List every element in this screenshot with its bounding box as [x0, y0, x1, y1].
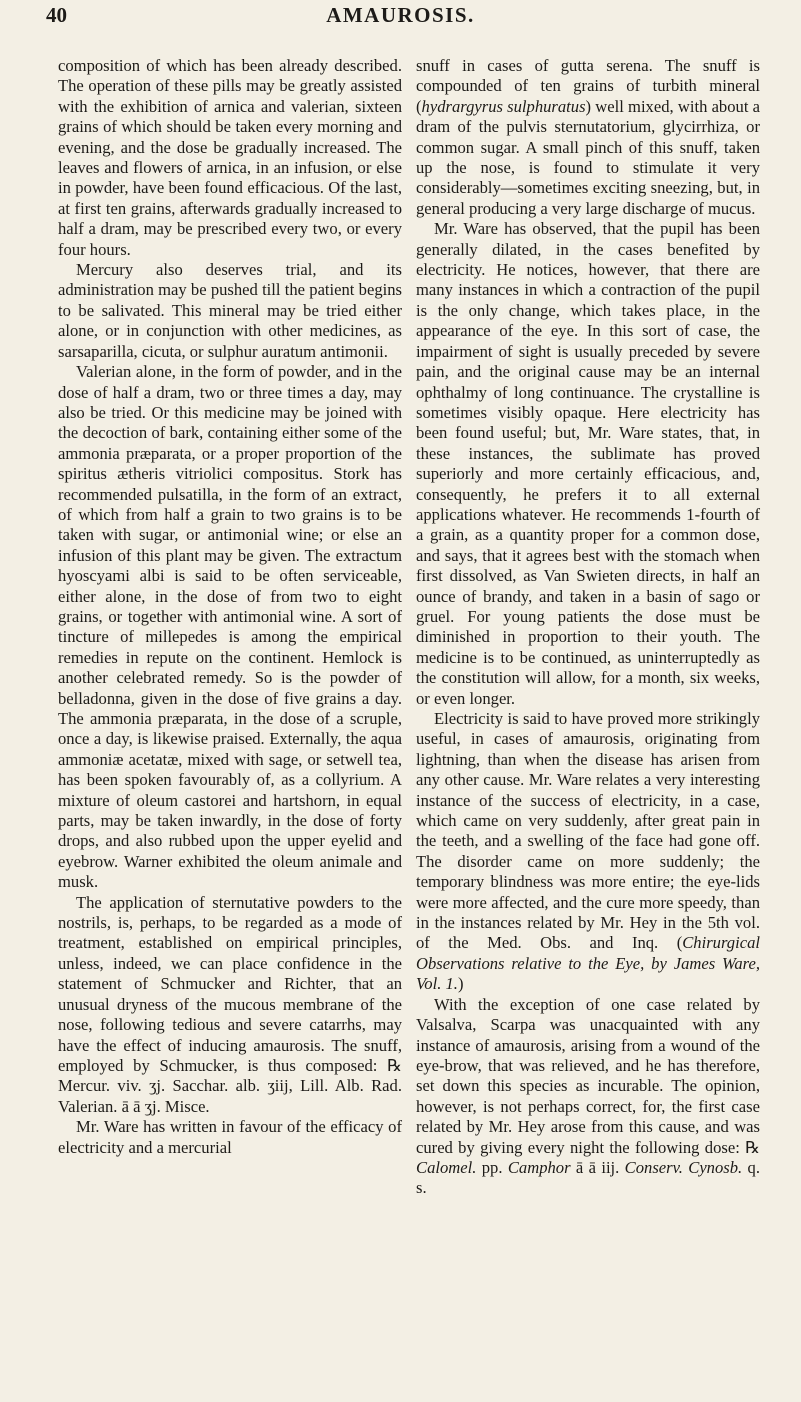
- paragraph: composition of which has been already described. The operation of these pills may be greatly assisted with the exhibition of arnica and valerian, sixteen grains of which should be taken every morning and evening, and the dose be gradually increased. The leaves and flowers of arnica, in an infusion, or else in powder, have been found efficacious. Of the last, at first ten grains, afterwards gradually increased to half a dram, may be prescribed every two, or every four hours.: [58, 56, 402, 259]
- paragraph: The application of sternutative powders to the nostrils, is, perhaps, to be regarded as a mode of treatment, established on empirical principles, unless, indeed, we can place confidence in the statement of Schmucker and Richter, that an unusual dryness of the mucous membrane of the nose, following tedious and severe catarrhs, may have the effect of inducing amaurosis. The snuff, employed by Schmucker, is thus composed: ℞ Mercur. viv. ʒj. Sacchar. alb. ʒiij, Lill. Alb. Rad. Valerian. ā ā ʒj. Misce.: [58, 892, 402, 1116]
- left-column: [58, 56, 402, 1158]
- paragraph: Mr. Ware has written in favour of the efficacy of electricity and a mercurial: [58, 1117, 402, 1157]
- text-run: Electricity is said to have proved more strikingly useful, in cases of amaurosis, originating from lightning, than when the disease has arisen from any other cause. Mr. Ware relates a very interesting instance of the success of electricity, in a case, which came on very suddenly, after great pain in the teeth, and a swelling of the face had gone off. The disorder came on more suddenly; the temporary blindness was more entire; the eye-lids were more affected, and the cure more speedy, than in the instances related by Mr. Hey in the 5th vol. of the Med. Obs. and Inq. (: [416, 709, 760, 953]
- page-number: 40: [46, 3, 67, 27]
- text-run: ) well mixed, with about a dram of the pulvis sternutatorium, glycirrhiza, or common sugar. A small pinch of this snuff, taken up the nose, is found to stimulate it very considerably—sometimes exciting sneezing, but, in general producing a very large discharge of mucus.: [416, 96, 761, 218]
- text-run: q. s.: [416, 1157, 760, 1198]
- italic-run: Camphor: [507, 1157, 571, 1177]
- paragraph: Valerian alone, in the form of powder, and in the dose of half a dram, two or three times a day, may also be tried. Or this medicine may be joined with the decoction of bark, containing either some of the ammonia præparata, or a proper proportion of the spiritus ætheris vitriolici compositus. Stork has recommended pulsatilla, in the form of an extract, of which from half a grain to two grains is to be taken with sugar, or antimonial wine; or else an infusion of this plant may be given. The extractum hyoscyami albi is said to be often serviceable, either alone, in the dose of from two to eight grains, or together with antimonial wine. A sort of tincture of millepedes is among the empirical remedies in repute on the continent. Hemlock is another celebrated remedy. So is the powder of belladonna, given in the dose of five grains a day. The ammonia præparata, in the dose of a scruple, once a day, is likewise praised. Externally, the aqua ammoniæ acetatæ, mixed with sage, or setwell tea, has been spoken favourably of, as a collyrium. A mixture of oleum castorei and hartshorn, in equal parts, may be taken inwardly, in the dose of forty drops, and also rubbed upon the upper eyelid and eyebrow. Warner exhibited the oleum animale and musk.: [58, 362, 402, 892]
- text-run: With the exception of one case related by Valsalva, Scarpa was unacquainted with any instance of amaurosis, arising from a wound of the eye-brow, that was relieved, and he has therefore, set down this species as incurable. The opinion, however, is not perhaps correct, for, the first case related by Mr. Hey arose from this cause, and was cured by giving every night the following dose: ℞: [416, 994, 760, 1157]
- italic-run: Chirurgical Observations relative to the Eye, by James Ware, Vol. 1.: [416, 933, 760, 994]
- italic-run: hydrargyrus sulphuratus: [421, 96, 586, 116]
- text-run: pp.: [476, 1157, 508, 1177]
- paragraph: [416, 995, 760, 1199]
- paragraph: [416, 709, 760, 995]
- text-run: ā ā iij.: [570, 1157, 625, 1177]
- text-run: ): [457, 974, 464, 994]
- right-column: [416, 56, 760, 1199]
- paragraph: Mr. Ware has observed, that the pupil has been generally dilated, in the cases benefited by electricity. He notices, however, that there are many instances in which a contraction of the pupil is the only change, which takes place, in the appearance of the eye. In this sort of case, the impairment of sight is usually preceded by severe pain, and the original cause may be an internal ophthalmy of long continuance. The crystalline is sometimes visibly opaque. Here electricity has been found useful; but, Mr. Ware states, that, in these instances, the sublimate has proved superiorly and more certainly efficacious, and, consequently, he prefers it to all external applications whatever. He recommends 1-fourth of a grain, as a quantity proper for a common dose, and says, that it agrees best with the stomach when first dissolved, as Van Swieten directs, in half an ounce of brandy, and taken in a basin of sago or gruel. For young patients the dose must be diminished in proportion to their youth. The medicine is to be continued, as uninterruptedly as the constitution will allow, for a month, six weeks, or even longer.: [416, 219, 760, 708]
- running-title: AMAUROSIS.: [326, 3, 475, 27]
- text-run: snuff in cases of gutta serena. The snuff is compounded of ten grains of turbith mineral (: [416, 56, 760, 116]
- paragraph: Mercury also deserves trial, and its administration may be pushed till the patient begins to be salivated. This mineral may be tried either alone, or in conjunction with other medicines, as sarsaparilla, cicuta, or sulphur auratum antimonii.: [58, 260, 402, 361]
- italic-run: Conserv. Cynosb.: [624, 1157, 743, 1177]
- page-header: [0, 0, 801, 36]
- italic-run: Calomel.: [416, 1157, 477, 1177]
- paragraph: [416, 56, 760, 219]
